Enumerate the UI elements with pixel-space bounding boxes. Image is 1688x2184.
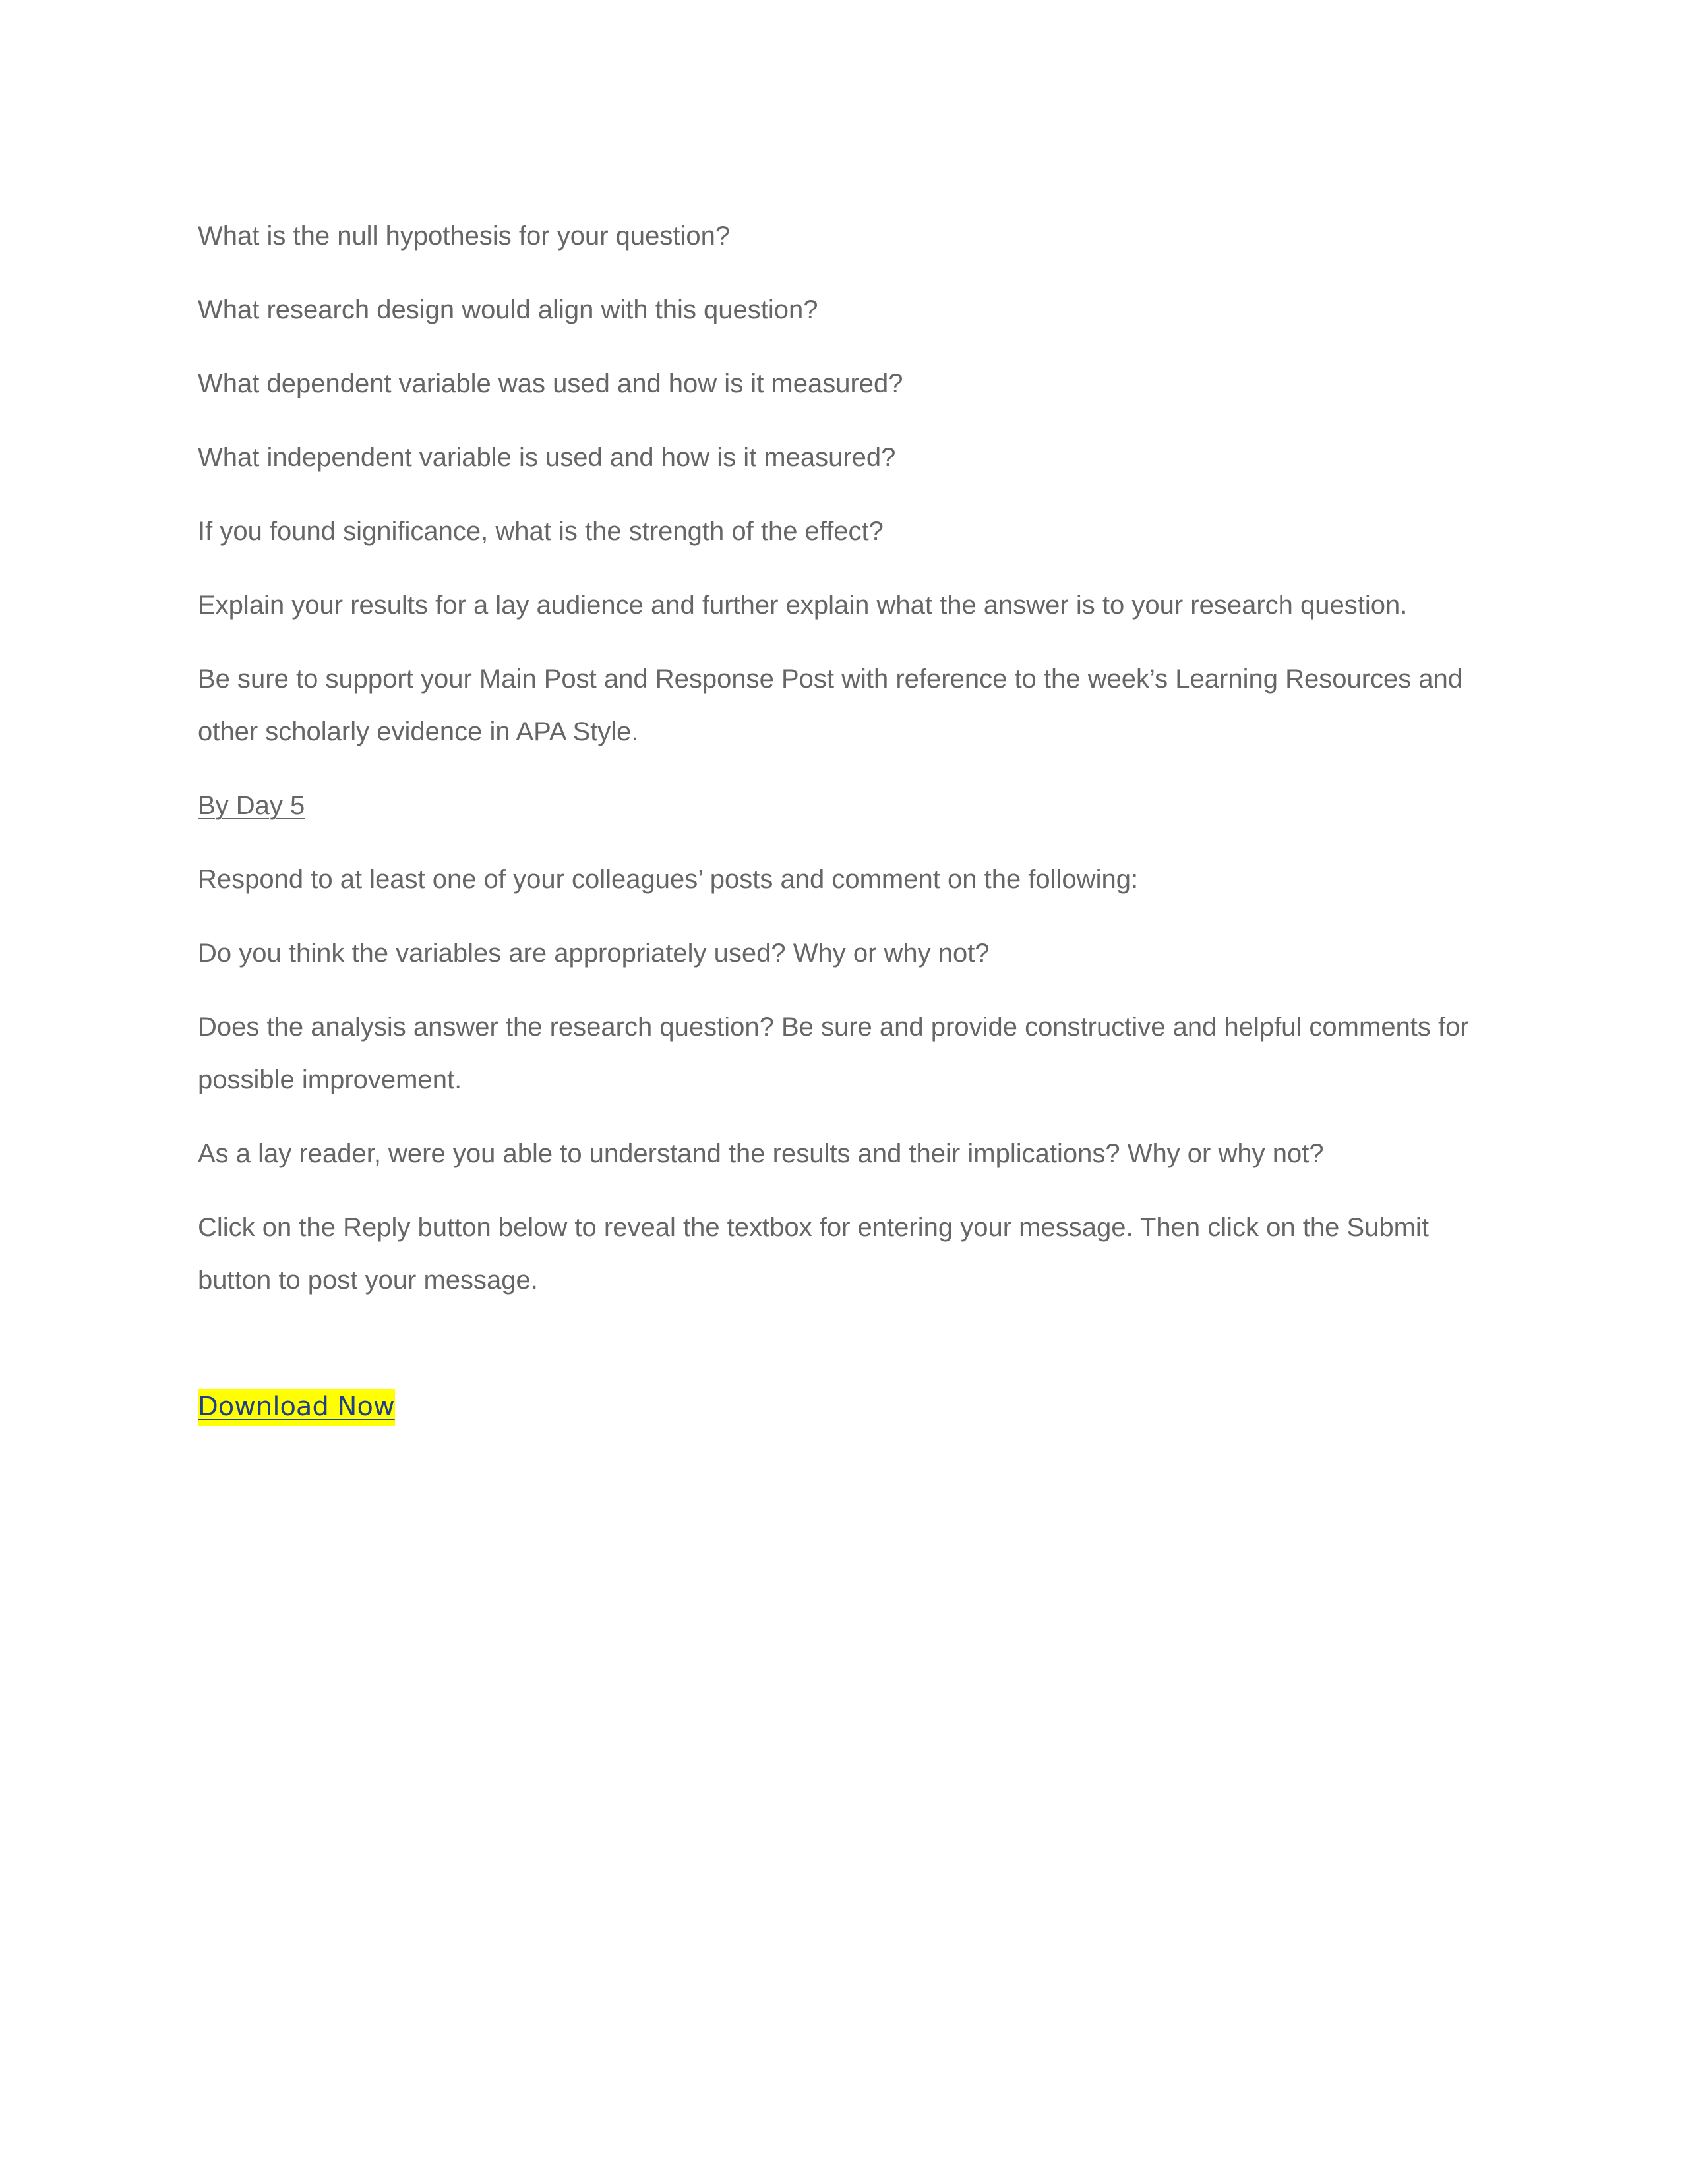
respond-intro: Respond to at least one of your colleagues’ posts and comment on the following: [198, 865, 1139, 894]
question-research-design: What research design would align with this question? [198, 295, 818, 324]
response-item-analysis: Does the analysis answer the research question? Be sure and provide constructive and helpful comments for possible improvement. [198, 1013, 1469, 1094]
response-item-reply-instructions: Click on the Reply button below to reveal the textbox for entering your message. Then click on the Submit button to post your message. [198, 1213, 1429, 1295]
question-dependent-variable: What dependent variable was used and how is it measured? [198, 369, 903, 398]
response-item-lay-reader: As a lay reader, were you able to understand the results and their implications? Why or why not? [198, 1139, 1324, 1168]
question-explain-results: Explain your results for a lay audience and further explain what the answer is to your research question. [198, 591, 1408, 620]
download-now-link[interactable]: Download Now [198, 1389, 395, 1426]
section-heading-day-5: By Day 5 [198, 791, 305, 820]
download-section [198, 1380, 1503, 1439]
support-note: Be sure to support your Main Post and Response Post with reference to the week’s Learning Resources and other scholarly evidence in APA Style. [198, 664, 1463, 746]
question-independent-variable: What independent variable is used and how is it measured? [198, 443, 896, 472]
response-item-variables: Do you think the variables are appropriately used? Why or why not? [198, 939, 990, 968]
document-body [198, 210, 1503, 1439]
question-null-hypothesis: What is the null hypothesis for your question? [198, 221, 731, 251]
question-effect-strength: If you found significance, what is the strength of the effect? [198, 517, 884, 546]
